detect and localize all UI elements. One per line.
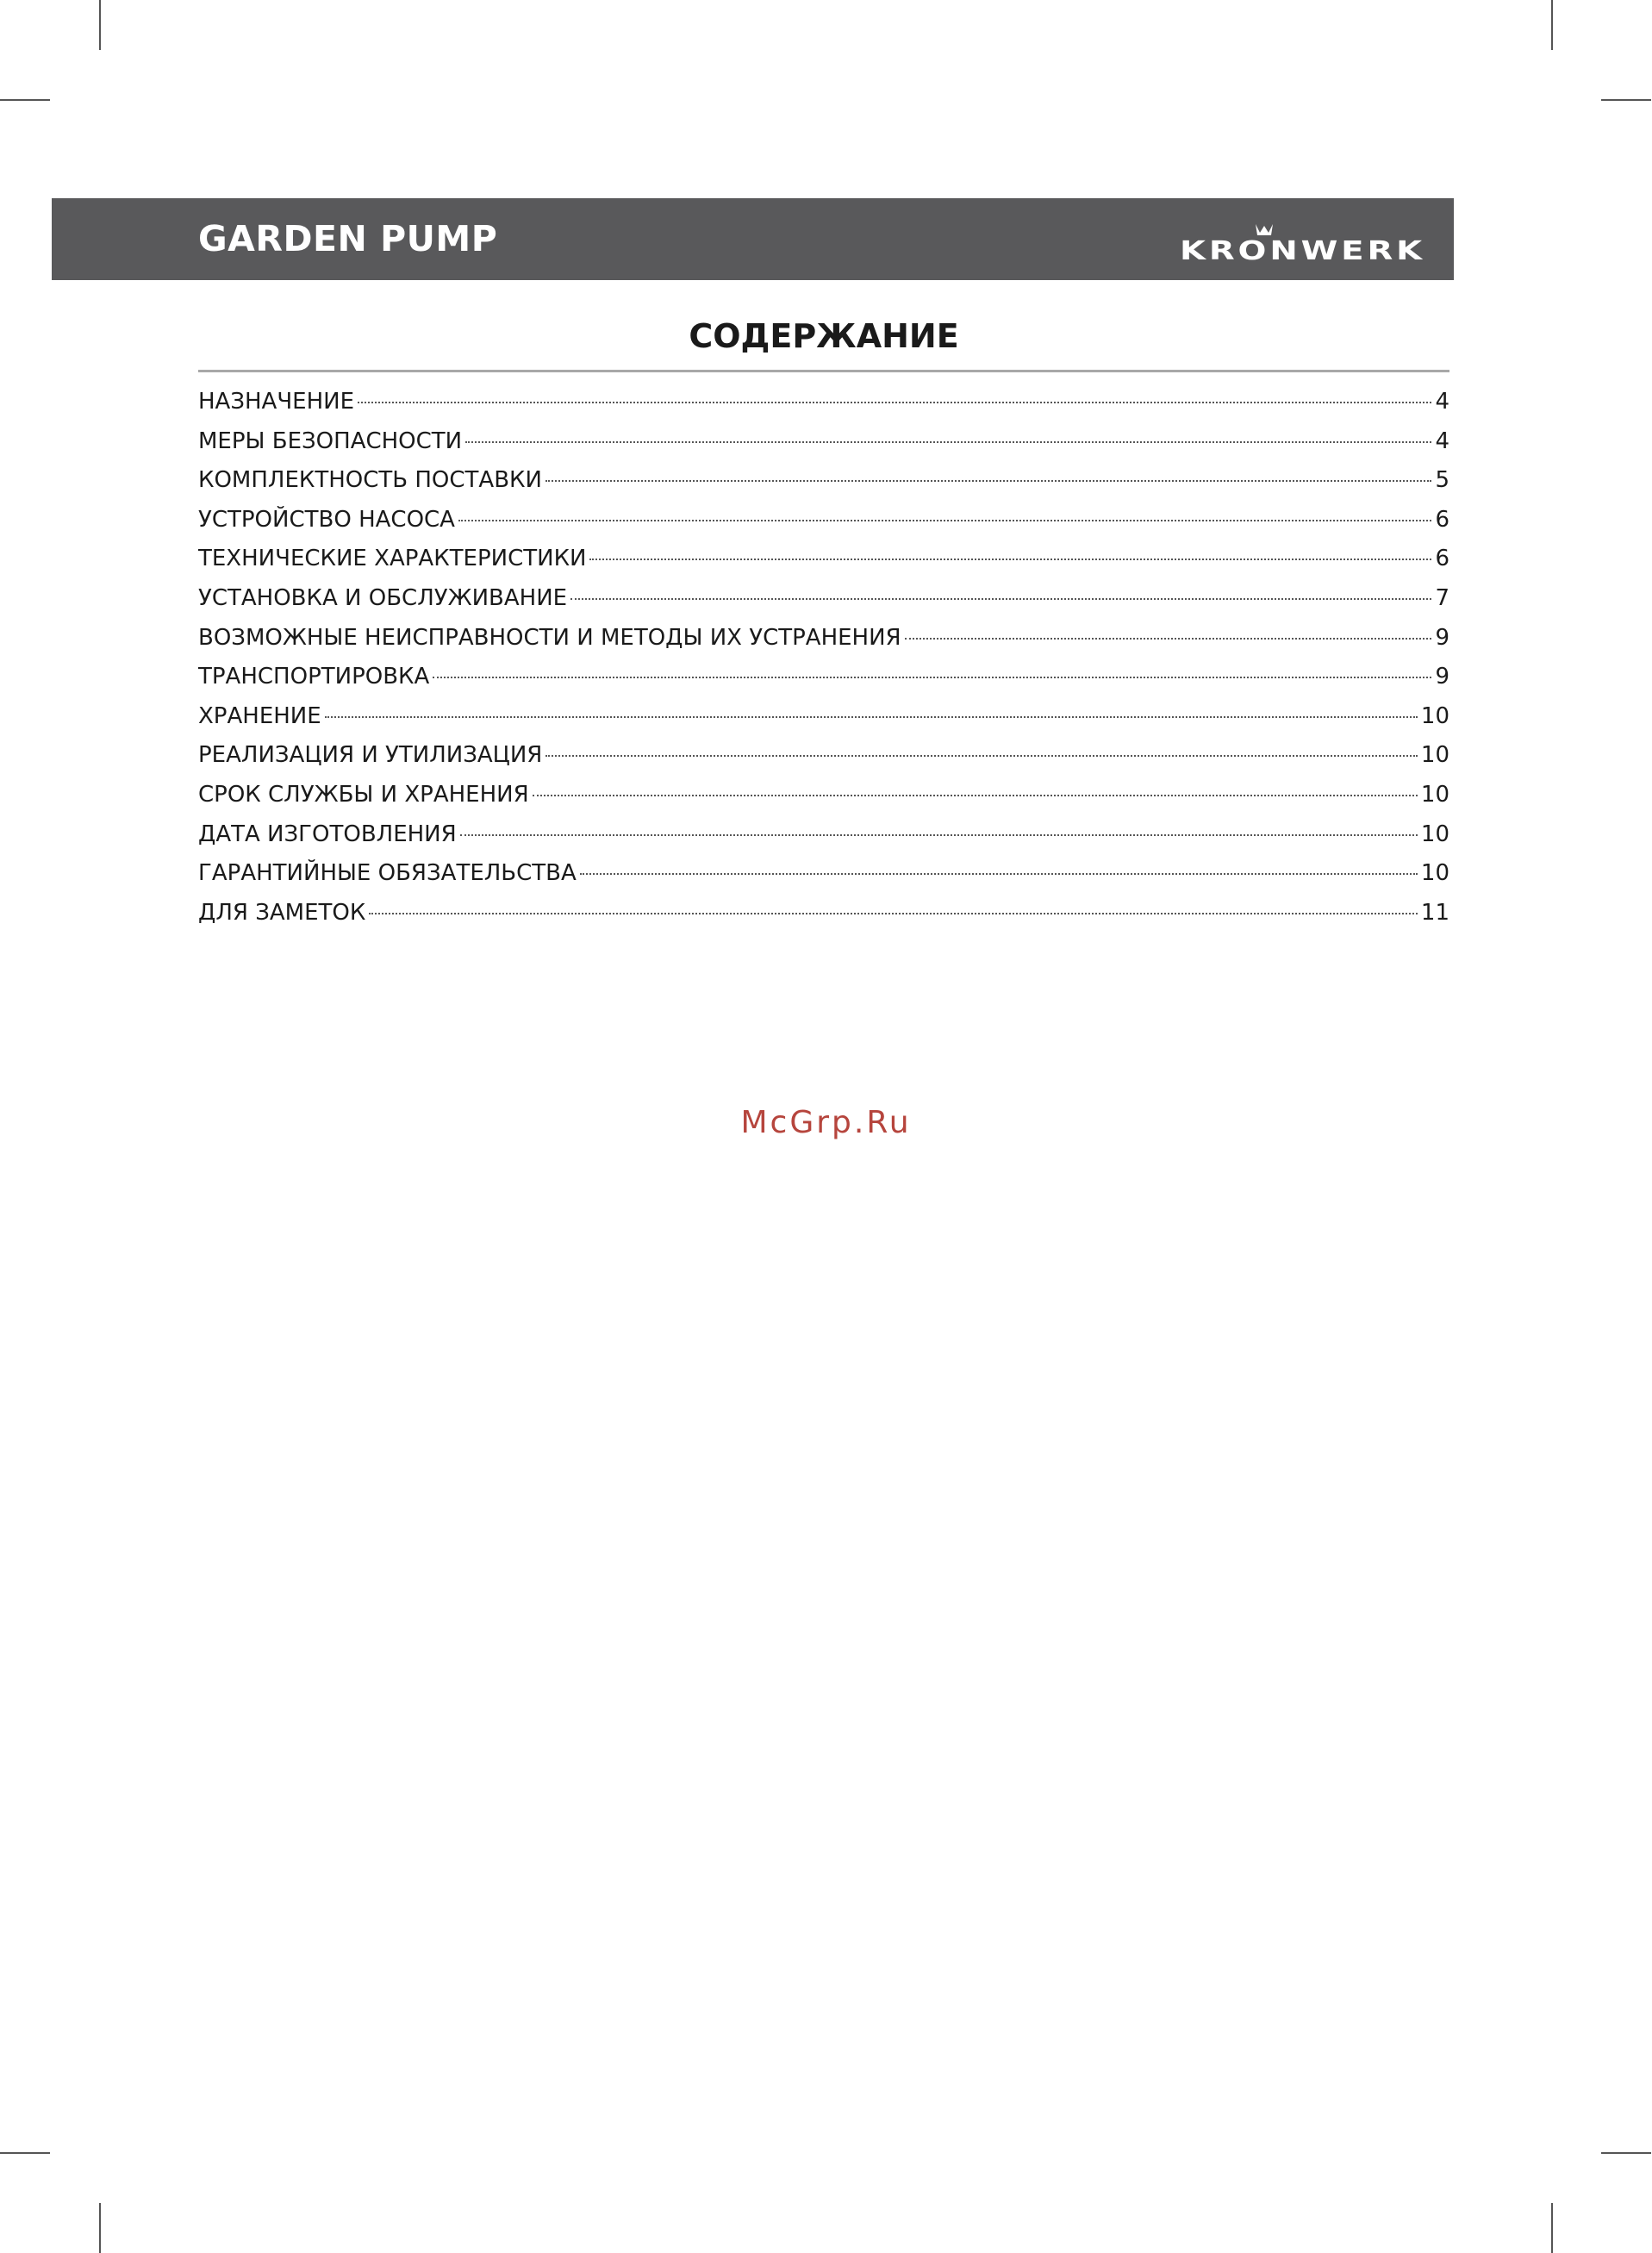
toc-item-page: 4 (1435, 428, 1449, 454)
toc-item[interactable] (198, 776, 1449, 815)
header-title: GARDEN PUMP (198, 218, 498, 259)
toc-leader-dots (533, 795, 1418, 796)
toc-leader-dots (460, 834, 1418, 836)
toc-leader-dots (369, 913, 1418, 914)
toc-item-page: 10 (1420, 702, 1449, 729)
crop-mark (0, 99, 50, 101)
toc-item-label: МЕРЫ БЕЗОПАСНОСТИ (198, 428, 463, 454)
toc-list (198, 383, 1449, 933)
toc-item-page: 11 (1420, 899, 1449, 926)
toc-item-label: СРОК СЛУЖБЫ И ХРАНЕНИЯ (198, 781, 529, 808)
toc-item-label: УСТАНОВКА И ОБСЛУЖИВАНИЕ (198, 584, 568, 611)
crop-mark (99, 0, 101, 50)
crop-mark (1601, 99, 1651, 101)
toc-item[interactable] (198, 501, 1449, 540)
toc-item-label: РЕАЛИЗАЦИЯ И УТИЛИЗАЦИЯ (198, 742, 543, 769)
crop-mark (99, 2203, 101, 2253)
toc-heading: СОДЕРЖАНИЕ (689, 317, 959, 355)
toc-item-label: ДЛЯ ЗАМЕТОК (198, 899, 366, 926)
crop-mark (0, 2152, 50, 2154)
toc-divider (198, 370, 1449, 372)
header-band (52, 198, 1454, 280)
toc-leader-dots (325, 716, 1418, 718)
toc-leader-dots (580, 873, 1418, 875)
kronwerk-logo (1180, 221, 1425, 262)
toc-item-label: ВОЗМОЖНЫЕ НЕИСПРАВНОСТИ И МЕТОДЫ ИХ УСТРАНЕНИЯ (198, 624, 901, 651)
toc-item-page: 10 (1420, 742, 1449, 769)
toc-leader-dots (570, 598, 1431, 600)
toc-leader-dots (465, 441, 1431, 443)
crown-icon (1256, 224, 1273, 235)
toc-leader-dots (458, 520, 1431, 521)
toc-leader-dots (589, 559, 1431, 560)
toc-item[interactable] (198, 815, 1449, 855)
toc-item-label: УСТРОЙСТВО НАСОСА (198, 506, 455, 533)
toc-item-page: 9 (1435, 664, 1449, 690)
toc-item[interactable] (198, 658, 1449, 697)
toc-item-page: 10 (1420, 860, 1449, 887)
toc-item-label: ТЕХНИЧЕСКИЕ ХАРАКТЕРИСТИКИ (198, 546, 587, 572)
toc-item[interactable] (198, 619, 1449, 658)
toc-item[interactable] (198, 697, 1449, 737)
toc-leader-dots (545, 755, 1418, 757)
toc-item-page: 4 (1435, 389, 1449, 415)
logo-text: KRONWERK (1180, 236, 1425, 262)
toc-item-label: ХРАНЕНИЕ (198, 702, 321, 729)
toc-item[interactable] (198, 383, 1449, 422)
toc-item-page: 9 (1435, 624, 1449, 651)
toc-item-page: 5 (1435, 467, 1449, 494)
toc-item[interactable] (198, 461, 1449, 501)
toc-leader-dots (358, 402, 1431, 403)
crop-mark (1601, 2152, 1651, 2154)
toc-item[interactable] (198, 854, 1449, 894)
toc-item[interactable] (198, 579, 1449, 619)
toc-item-page: 10 (1420, 781, 1449, 808)
toc-item-label: ТРАНСПОРТИРОВКА (198, 664, 430, 690)
toc-leader-dots (433, 677, 1431, 678)
toc-item-label: НАЗНАЧЕНИЕ (198, 389, 355, 415)
toc-item-label: ДАТА ИЗГОТОВЛЕНИЯ (198, 821, 457, 847)
toc-item-page: 6 (1435, 506, 1449, 533)
toc-item[interactable] (198, 736, 1449, 776)
toc-item-label: КОМПЛЕКТНОСТЬ ПОСТАВКИ (198, 467, 542, 494)
toc-leader-dots (905, 638, 1432, 640)
crop-mark (1551, 0, 1553, 50)
toc-item[interactable] (198, 422, 1449, 462)
toc-item[interactable] (198, 540, 1449, 579)
watermark: McGrp.Ru (740, 1105, 912, 1140)
toc-item[interactable] (198, 894, 1449, 933)
toc-item-page: 10 (1420, 821, 1449, 847)
toc-item-page: 6 (1435, 546, 1449, 572)
crop-mark (1551, 2203, 1553, 2253)
toc-leader-dots (545, 480, 1431, 482)
toc-item-label: ГАРАНТИЙНЫЕ ОБЯЗАТЕЛЬСТВА (198, 860, 577, 887)
toc-item-page: 7 (1435, 584, 1449, 611)
